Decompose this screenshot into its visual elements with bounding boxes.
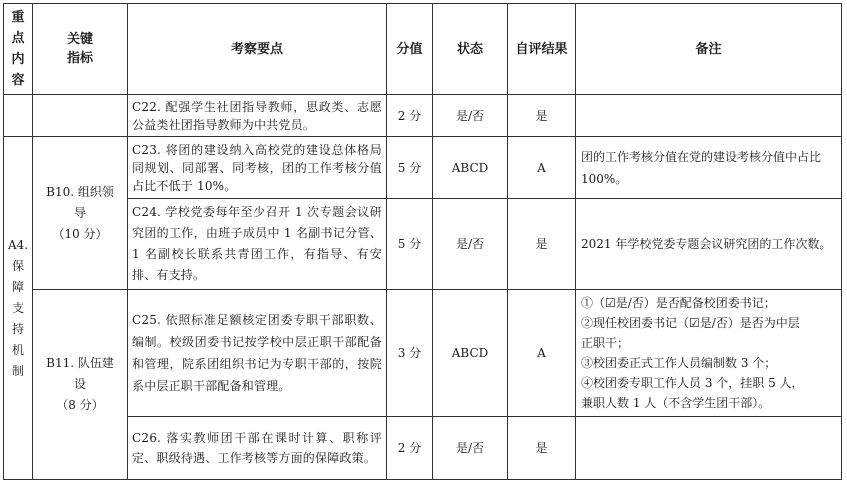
note-line: 兼职人数 1 人（不含学生团干部）。	[581, 396, 771, 410]
status-cell: ABCD	[433, 290, 508, 417]
key-content-cell: A4. 保 障 支 持 机 制	[4, 137, 33, 480]
header-self-eval: 自评结果	[508, 4, 576, 95]
evaluation-table	[3, 3, 842, 480]
note-line: 正职干；	[581, 336, 630, 350]
self-eval-cell: 是	[508, 199, 576, 290]
note-line: ②现任校团委书记（☑是/否）是否为中层	[581, 316, 800, 330]
score-cell: 3 分	[387, 290, 433, 417]
empty-cell	[4, 95, 33, 137]
table-row	[4, 199, 842, 290]
empty-cell	[33, 95, 128, 137]
points-cell: C23. 将团的建设纳入高校党的建设总体格局同规划、同部署、同考核，团的工作考核分值占比不低于 10%。	[128, 137, 387, 199]
header-status: 状态	[433, 4, 508, 95]
table-row	[4, 290, 842, 417]
self-eval-cell: A	[508, 290, 576, 417]
header-key-indicator: 关键 指标	[33, 4, 128, 95]
score-cell: 5 分	[387, 137, 433, 199]
indicator-b11: B11. 队伍建 设 （8 分）	[33, 290, 128, 480]
score-cell: 5 分	[387, 199, 433, 290]
notes-cell: 2021 年学校党委专题会议研究团的工作次数。	[576, 199, 842, 290]
header-notes: 备注	[576, 4, 842, 95]
points-cell: C22. 配强学生社团指导教师，思政类、志愿公益类社团指导教师为中共党员。	[128, 95, 387, 137]
status-cell: 是/否	[433, 199, 508, 290]
notes-cell: 团的工作考核分值在党的建设考核分值中占比 100%。	[576, 137, 842, 199]
table-row	[4, 417, 842, 480]
score-cell: 2 分	[387, 417, 433, 480]
status-cell: ABCD	[433, 137, 508, 199]
points-cell: C25. 依照标准足额核定团委专职干部职数、编制。校级团委书记按学校中层正职干部配备和管理，院系团组织书记为专职干部的，按院系中层正职干部配备和管理。	[128, 290, 387, 417]
notes-cell	[576, 95, 842, 137]
self-eval-cell: A	[508, 137, 576, 199]
table-row	[4, 137, 842, 199]
table-row	[4, 95, 842, 137]
indicator-b10: B10. 组织领 导 （10 分）	[33, 137, 128, 290]
header-score: 分值	[387, 4, 433, 95]
header-row	[4, 4, 842, 95]
status-cell: 是/否	[433, 417, 508, 480]
status-cell: 是/否	[433, 95, 508, 137]
score-cell: 2 分	[387, 95, 433, 137]
self-eval-cell: 是	[508, 417, 576, 480]
header-key-content: 重 点 内 容	[4, 4, 33, 95]
self-eval-cell: 是	[508, 95, 576, 137]
note-line: ④校团委专职工作人员 3 个，挂职 5 人，	[581, 376, 804, 390]
points-cell: C24. 学校党委每年至少召开 1 次专题会议研究团的工作，由班子成员中 1 名副书记分管、1 名副校长联系共青团工作，有指导、有安排、有支持。	[128, 199, 387, 290]
notes-cell	[576, 290, 842, 417]
points-cell: C26. 落实教师团干部在课时计算、职称评定、职级待遇、工作考核等方面的保障政策。	[128, 417, 387, 480]
note-line: ①（☑是/否）是否配备校团委书记；	[581, 296, 776, 310]
notes-cell	[576, 417, 842, 480]
note-line: ③校团委正式工作人员编制数 3 个；	[581, 356, 777, 370]
header-points: 考察要点	[128, 4, 387, 95]
